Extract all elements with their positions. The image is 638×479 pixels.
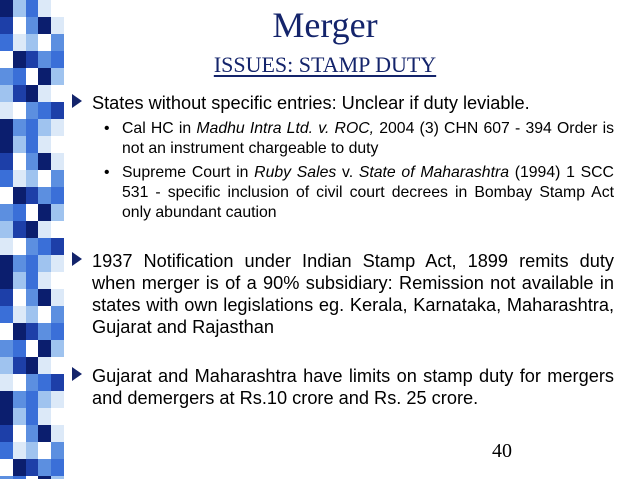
mosaic-tile	[13, 306, 26, 323]
mosaic-tile	[13, 238, 26, 255]
mosaic-tile	[13, 0, 26, 17]
mosaic-tile	[26, 187, 39, 204]
mosaic-tile	[26, 340, 39, 357]
mosaic-tile	[13, 153, 26, 170]
mosaic-tile	[38, 51, 51, 68]
mosaic-tile	[51, 34, 64, 51]
sub-bullet-text: v.	[336, 164, 359, 181]
mosaic-tile	[38, 136, 51, 153]
mosaic-tile	[26, 153, 39, 170]
sub-bullet-text: (1994) 1 SCC 531 - specific inclusion of civil court decrees in Bombay Stamp Act only abundant caution	[122, 164, 614, 221]
mosaic-tile	[26, 459, 39, 476]
mosaic-tile	[51, 340, 64, 357]
mosaic-tile	[26, 357, 39, 374]
slide-subtitle: ISSUES: STAMP DUTY	[213, 52, 437, 77]
mosaic-tile	[38, 68, 51, 85]
mosaic-tile	[0, 85, 13, 102]
mosaic-tile	[51, 136, 64, 153]
mosaic-tile	[26, 136, 39, 153]
sub-bullet-cal-hc	[66, 119, 614, 159]
bullet-dot-icon: •	[104, 120, 110, 137]
mosaic-tile	[38, 374, 51, 391]
mosaic-tile	[51, 289, 64, 306]
mosaic-tile	[13, 119, 26, 136]
mosaic-tile	[38, 272, 51, 289]
mosaic-tile	[13, 17, 26, 34]
mosaic-tile	[0, 323, 13, 340]
mosaic-tile	[0, 374, 13, 391]
mosaic-tile	[51, 68, 64, 85]
mosaic-tile	[0, 0, 13, 17]
mosaic-tile	[0, 68, 13, 85]
mosaic-tile	[13, 204, 26, 221]
mosaic-tile	[51, 323, 64, 340]
mosaic-tile	[51, 51, 64, 68]
mosaic-tile	[0, 136, 13, 153]
sub-bullet-text: 2004 (3) CHN 607 - 394 Order is not an instrument chargeable to duty	[122, 120, 615, 157]
mosaic-tile	[13, 459, 26, 476]
mosaic-tile	[51, 357, 64, 374]
decorative-mosaic-strip	[0, 0, 64, 479]
mosaic-tile	[51, 221, 64, 238]
mosaic-tile	[38, 221, 51, 238]
mosaic-tile	[13, 340, 26, 357]
mosaic-tile	[26, 272, 39, 289]
mosaic-tile	[26, 170, 39, 187]
mosaic-tile	[51, 255, 64, 272]
mosaic-tile	[0, 170, 13, 187]
mosaic-tile	[38, 119, 51, 136]
sub-bullet-text: Cal HC in	[122, 120, 197, 137]
mosaic-tile	[26, 442, 39, 459]
mosaic-tile	[26, 408, 39, 425]
mosaic-tile	[0, 119, 13, 136]
mosaic-tile	[0, 425, 13, 442]
mosaic-tile	[51, 153, 64, 170]
bullet-dot-icon: •	[104, 164, 110, 181]
mosaic-tile	[51, 459, 64, 476]
mosaic-tile	[38, 17, 51, 34]
mosaic-tile	[13, 442, 26, 459]
sub-bullet-text: Supreme Court in	[122, 164, 255, 181]
bullet-text: 1937 Notification under Indian Stamp Act, 1899 remits duty when merger is of a 90% subsidiary: Remission not available in states with own legislations eg. Kerala, Karnataka, Maharashtra, Gujarat and Rajasthan	[92, 251, 614, 337]
mosaic-tile	[13, 85, 26, 102]
mosaic-tile	[26, 119, 39, 136]
mosaic-tile	[13, 272, 26, 289]
mosaic-tile	[51, 102, 64, 119]
bullet-arrow-icon	[72, 252, 82, 266]
mosaic-tile	[0, 306, 13, 323]
page-number: 40	[492, 440, 512, 462]
mosaic-tile	[38, 289, 51, 306]
slide-title: Merger	[272, 5, 378, 45]
mosaic-tile	[26, 238, 39, 255]
mosaic-tile	[13, 323, 26, 340]
mosaic-tile	[13, 102, 26, 119]
mosaic-tile	[0, 255, 13, 272]
mosaic-tile	[0, 357, 13, 374]
mosaic-tile	[51, 374, 64, 391]
sub-bullet-supreme-court	[66, 163, 614, 223]
mosaic-tile	[38, 306, 51, 323]
mosaic-tile	[0, 238, 13, 255]
case-name: Madhu Intra Ltd. v. ROC,	[196, 120, 375, 137]
mosaic-tile	[0, 153, 13, 170]
mosaic-tile	[0, 340, 13, 357]
bullet-text: Gujarat and Maharashtra have limits on stamp duty for mergers and demergers at Rs.10 crore and Rs. 25 crore.	[92, 366, 614, 408]
mosaic-tile	[38, 425, 51, 442]
mosaic-tile	[13, 357, 26, 374]
mosaic-tile	[26, 221, 39, 238]
mosaic-tile	[13, 289, 26, 306]
mosaic-tile	[51, 170, 64, 187]
mosaic-tile	[13, 187, 26, 204]
bullet-text: States without specific entries: Unclear if duty leviable.	[92, 93, 530, 113]
mosaic-tile	[0, 187, 13, 204]
mosaic-tile	[51, 442, 64, 459]
mosaic-tile	[0, 289, 13, 306]
bullet-arrow-icon	[72, 367, 82, 381]
mosaic-tile	[26, 306, 39, 323]
mosaic-tile	[38, 0, 51, 17]
mosaic-tile	[0, 459, 13, 476]
mosaic-tile	[0, 391, 13, 408]
mosaic-tile	[13, 34, 26, 51]
mosaic-tile	[51, 17, 64, 34]
mosaic-tile	[26, 85, 39, 102]
mosaic-tile	[0, 442, 13, 459]
mosaic-tile	[26, 68, 39, 85]
mosaic-tile	[51, 187, 64, 204]
mosaic-tile	[51, 204, 64, 221]
mosaic-tile	[26, 204, 39, 221]
case-name: State of Maharashtra	[358, 164, 509, 181]
mosaic-tile	[38, 340, 51, 357]
mosaic-tile	[51, 306, 64, 323]
mosaic-tile	[38, 34, 51, 51]
mosaic-tile	[38, 408, 51, 425]
mosaic-tile	[0, 17, 13, 34]
mosaic-tile	[26, 391, 39, 408]
mosaic-tile	[38, 102, 51, 119]
bullet-1937-notification	[66, 250, 614, 338]
mosaic-tile	[26, 425, 39, 442]
mosaic-tile	[26, 17, 39, 34]
mosaic-tile	[26, 323, 39, 340]
mosaic-tile	[26, 0, 39, 17]
mosaic-tile	[26, 289, 39, 306]
mosaic-tile	[0, 272, 13, 289]
slide-content	[66, 92, 614, 409]
bullet-arrow-icon	[72, 94, 82, 108]
mosaic-tile	[26, 374, 39, 391]
mosaic-tile	[51, 0, 64, 17]
mosaic-tile	[0, 51, 13, 68]
mosaic-tile	[51, 272, 64, 289]
bullet-gujarat-maharashtra	[66, 365, 614, 409]
mosaic-tile	[13, 408, 26, 425]
mosaic-tile	[38, 170, 51, 187]
mosaic-tile	[38, 238, 51, 255]
mosaic-tile	[26, 34, 39, 51]
mosaic-tile	[38, 85, 51, 102]
mosaic-tile	[13, 136, 26, 153]
mosaic-tile	[0, 221, 13, 238]
mosaic-tile	[51, 238, 64, 255]
mosaic-tile	[38, 442, 51, 459]
mosaic-tile	[13, 170, 26, 187]
mosaic-tile	[26, 51, 39, 68]
mosaic-tile	[51, 425, 64, 442]
mosaic-tile	[26, 102, 39, 119]
mosaic-tile	[51, 408, 64, 425]
mosaic-tile	[26, 255, 39, 272]
mosaic-tile	[0, 34, 13, 51]
mosaic-tile	[13, 391, 26, 408]
mosaic-tile	[0, 408, 13, 425]
mosaic-tile	[13, 374, 26, 391]
mosaic-tile	[13, 68, 26, 85]
mosaic-tile	[13, 51, 26, 68]
mosaic-tile	[38, 255, 51, 272]
mosaic-tile	[51, 391, 64, 408]
bullet-states-without-entries	[66, 92, 614, 114]
case-name: Ruby Sales	[254, 164, 337, 181]
mosaic-tile	[38, 459, 51, 476]
mosaic-tile	[38, 357, 51, 374]
mosaic-tile	[51, 119, 64, 136]
mosaic-tile	[38, 204, 51, 221]
mosaic-tile	[38, 187, 51, 204]
mosaic-tile	[51, 85, 64, 102]
mosaic-tile	[13, 425, 26, 442]
mosaic-tile	[38, 323, 51, 340]
mosaic-tile	[38, 153, 51, 170]
mosaic-tile	[38, 391, 51, 408]
mosaic-tile	[0, 204, 13, 221]
mosaic-tile	[13, 221, 26, 238]
mosaic-tile	[0, 102, 13, 119]
mosaic-tile	[13, 255, 26, 272]
